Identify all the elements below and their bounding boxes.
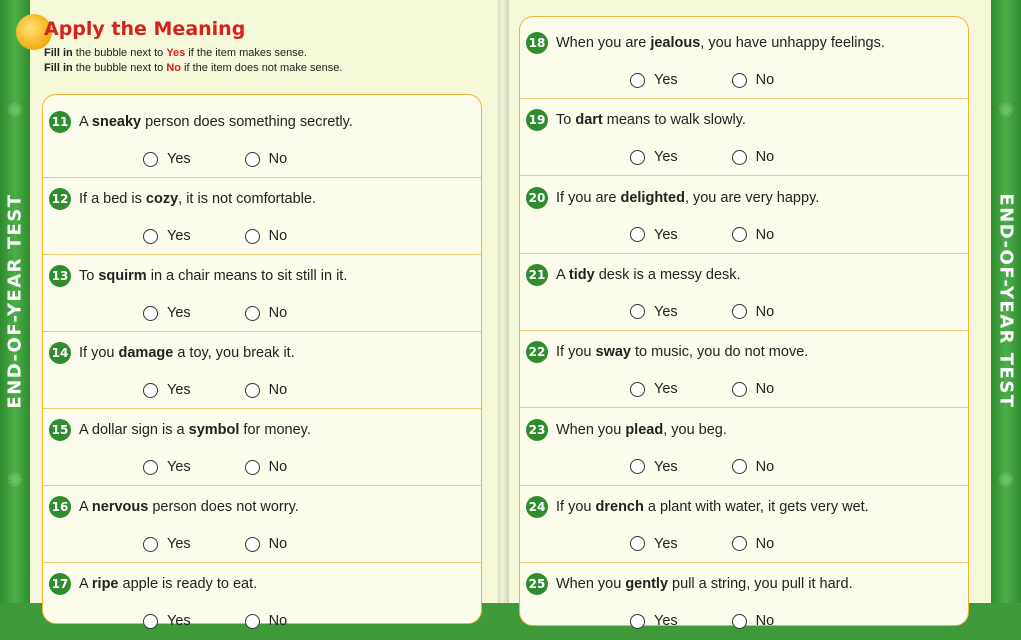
instruction-text: if the item does not make sense.: [180, 62, 343, 74]
yes-label: Yes: [654, 613, 678, 630]
yes-option[interactable]: [630, 149, 678, 165]
question-text: [556, 344, 808, 360]
yes-option[interactable]: [630, 536, 678, 552]
yes-option[interactable]: [143, 613, 191, 629]
yes-label: Yes: [167, 305, 191, 321]
yes-option[interactable]: [630, 72, 678, 88]
no-option[interactable]: [732, 381, 775, 397]
no-option[interactable]: [245, 459, 288, 475]
no-bubble[interactable]: [732, 150, 747, 165]
vocabulary-word: dart: [575, 112, 603, 129]
no-label: No: [755, 72, 775, 88]
no-bubble[interactable]: [732, 304, 747, 319]
yes-label: Yes: [654, 226, 678, 243]
no-bubble[interactable]: [732, 227, 747, 242]
instruction-line: [44, 62, 342, 74]
yes-option[interactable]: [143, 459, 191, 475]
question-item: [520, 177, 968, 254]
yes-label: Yes: [167, 382, 191, 398]
question-item: [43, 178, 481, 255]
vocabulary-word: ripe: [91, 576, 119, 592]
section-header: [30, 12, 498, 92]
question-text-after: , you have unhappy feelings.: [700, 35, 885, 51]
question-text: [79, 191, 316, 207]
yes-bubble[interactable]: [630, 150, 645, 165]
answer-options: [630, 457, 828, 477]
vocabulary-word: drench: [595, 498, 644, 515]
yes-option[interactable]: [143, 228, 191, 244]
vocabulary-word: cozy: [145, 191, 179, 207]
instruction-choice: Yes: [166, 47, 186, 59]
section-title: Apply the Meaning: [44, 18, 246, 40]
question-row: [49, 342, 295, 364]
yes-label: Yes: [167, 151, 191, 167]
no-bubble[interactable]: [732, 382, 747, 397]
yes-bubble[interactable]: [143, 537, 158, 552]
question-item: [43, 332, 481, 409]
question-item: [43, 563, 481, 640]
instruction-text: if the item makes sense.: [185, 47, 307, 59]
instruction-text: the bubble next to: [72, 62, 167, 74]
question-number: 21: [526, 264, 548, 286]
question-number: 17: [49, 573, 71, 595]
instruction-choice: No: [166, 62, 181, 74]
answer-options: [630, 534, 828, 554]
vocabulary-word: sneaky: [91, 114, 142, 130]
vocabulary-word: damage: [118, 345, 174, 361]
question-item: [520, 22, 968, 99]
question-row: [526, 109, 746, 131]
yes-label: Yes: [654, 535, 678, 552]
no-option[interactable]: [732, 227, 775, 243]
yes-label: Yes: [654, 72, 678, 88]
answer-options: [630, 147, 828, 167]
question-text-after: a toy, you break it.: [173, 345, 295, 361]
question-text-before: If you: [556, 344, 596, 361]
no-label: No: [755, 226, 775, 243]
question-panel: [42, 94, 482, 629]
answer-options: [143, 457, 341, 477]
no-option[interactable]: [732, 304, 775, 320]
no-option[interactable]: [245, 613, 288, 629]
question-text-after: desk is a messy desk.: [594, 266, 741, 283]
question-text-after: apple is ready to eat.: [118, 576, 258, 592]
star-icon: ✺: [6, 100, 24, 122]
yes-option[interactable]: [143, 536, 191, 552]
star-icon: ✺: [997, 470, 1015, 492]
question-row: [49, 188, 316, 210]
yes-label: Yes: [654, 458, 678, 475]
yes-bubble[interactable]: [143, 614, 158, 629]
question-row: [526, 496, 869, 518]
vocabulary-word: delighted: [620, 189, 685, 206]
yes-bubble[interactable]: [143, 383, 158, 398]
vocabulary-word: jealous: [650, 35, 701, 51]
yes-label: Yes: [167, 459, 191, 475]
left-page: [30, 0, 498, 629]
answer-options: [143, 534, 341, 554]
question-number: 23: [526, 419, 548, 441]
no-bubble[interactable]: [732, 73, 747, 88]
question-text-before: When you are: [556, 35, 651, 51]
no-bubble[interactable]: [245, 229, 260, 244]
no-bubble[interactable]: [245, 383, 260, 398]
question-text-before: If a bed is: [79, 191, 146, 207]
question-item: [43, 409, 481, 486]
question-row: [49, 496, 299, 518]
question-text-before: When you: [556, 576, 626, 593]
no-label: No: [755, 458, 775, 475]
question-text-before: A: [79, 499, 92, 515]
question-number: 15: [49, 419, 71, 441]
question-number: 20: [526, 187, 548, 209]
yes-option[interactable]: [630, 304, 678, 320]
yes-option[interactable]: [143, 151, 191, 167]
question-item: [43, 255, 481, 332]
yes-label: Yes: [167, 613, 191, 629]
answer-options: [630, 70, 828, 90]
question-item: [43, 486, 481, 563]
question-row: [526, 32, 885, 54]
question-number: 22: [526, 341, 548, 363]
no-option[interactable]: [732, 536, 775, 552]
vocabulary-word: squirm: [98, 268, 147, 284]
question-item: [520, 331, 968, 408]
no-option[interactable]: [732, 72, 775, 88]
no-option[interactable]: [245, 536, 288, 552]
side-tab-label: END-OF-YEAR TEST: [4, 193, 26, 409]
yes-bubble[interactable]: [630, 304, 645, 319]
side-tab-label: END-OF-YEAR TEST: [995, 193, 1017, 409]
no-label: No: [268, 151, 288, 167]
no-bubble[interactable]: [732, 459, 747, 474]
no-bubble[interactable]: [245, 537, 260, 552]
no-bubble[interactable]: [732, 536, 747, 551]
yes-label: Yes: [167, 228, 191, 244]
question-text: [556, 267, 741, 283]
no-bubble[interactable]: [732, 614, 747, 629]
no-option[interactable]: [245, 151, 288, 167]
side-tab-right: [991, 0, 1021, 603]
question-item: [520, 409, 968, 486]
yes-bubble[interactable]: [630, 227, 645, 242]
no-bubble[interactable]: [245, 152, 260, 167]
question-item: [520, 254, 968, 331]
no-bubble[interactable]: [245, 614, 260, 629]
question-text-before: When you: [556, 421, 626, 438]
yes-label: Yes: [654, 149, 678, 166]
question-row: [526, 419, 727, 441]
question-text-after: for money.: [239, 422, 311, 438]
yes-bubble[interactable]: [630, 536, 645, 551]
yes-option[interactable]: [630, 227, 678, 243]
question-item: [43, 101, 481, 178]
yes-option[interactable]: [143, 305, 191, 321]
question-text-after: , you are very happy.: [684, 189, 820, 206]
question-text-before: To: [79, 268, 99, 284]
question-number: 18: [526, 32, 548, 54]
question-text-after: pull a string, you pull it hard.: [668, 576, 853, 593]
star-icon: ✺: [997, 100, 1015, 122]
vocabulary-word: plead: [625, 421, 664, 438]
question-text: [79, 499, 299, 515]
question-text-after: person does something secretly.: [141, 114, 353, 130]
instruction-lead: Fill in: [44, 62, 73, 74]
vocabulary-word: nervous: [91, 499, 149, 515]
right-page: [509, 0, 991, 630]
question-item: [520, 563, 968, 640]
question-number: 24: [526, 496, 548, 518]
no-option[interactable]: [732, 459, 775, 475]
yes-option[interactable]: [630, 381, 678, 397]
no-option[interactable]: [245, 228, 288, 244]
answer-options: [630, 225, 828, 245]
vocabulary-word: tidy: [568, 266, 595, 283]
question-row: [526, 264, 741, 286]
no-bubble[interactable]: [245, 460, 260, 475]
question-text: [556, 112, 746, 128]
no-label: No: [755, 381, 775, 398]
question-text: [556, 499, 869, 515]
vocabulary-word: symbol: [188, 422, 240, 438]
question-number: 11: [49, 111, 71, 133]
no-label: No: [268, 228, 288, 244]
side-tab-left: [0, 0, 30, 603]
answer-options: [630, 379, 828, 399]
question-number: 16: [49, 496, 71, 518]
answer-options: [143, 380, 341, 400]
question-row: [49, 265, 347, 287]
yes-option[interactable]: [630, 459, 678, 475]
question-text: [556, 35, 885, 51]
question-text-before: To: [556, 112, 576, 129]
no-label: No: [268, 382, 288, 398]
no-label: No: [268, 459, 288, 475]
yes-label: Yes: [654, 381, 678, 398]
star-icon: ✺: [6, 470, 24, 492]
question-text: [79, 345, 295, 361]
question-text-before: A dollar sign is a: [79, 422, 189, 438]
vocabulary-word: gently: [625, 576, 669, 593]
question-panel: [519, 16, 969, 630]
no-label: No: [755, 149, 775, 166]
yes-bubble[interactable]: [143, 229, 158, 244]
yes-bubble[interactable]: [630, 73, 645, 88]
answer-options: [630, 302, 828, 322]
question-text-before: A: [79, 114, 92, 130]
no-label: No: [268, 536, 288, 552]
question-row: [49, 111, 353, 133]
no-bubble[interactable]: [245, 306, 260, 321]
question-number: 25: [526, 573, 548, 595]
answer-options: [143, 303, 341, 323]
no-option[interactable]: [245, 382, 288, 398]
instruction-text: the bubble next to: [72, 47, 167, 59]
question-number: 13: [49, 265, 71, 287]
question-item: [520, 486, 968, 563]
question-number: 12: [49, 188, 71, 210]
question-text-after: , you beg.: [663, 421, 727, 438]
no-label: No: [755, 613, 775, 630]
question-text-after: means to walk slowly.: [602, 112, 746, 129]
vocabulary-word: sway: [595, 344, 631, 361]
question-row: [49, 419, 311, 441]
question-text-after: a plant with water, it gets very wet.: [643, 498, 869, 515]
question-text-after: to music, you do not move.: [630, 344, 809, 361]
yes-bubble[interactable]: [630, 459, 645, 474]
question-text-before: A: [556, 266, 569, 283]
question-item: [520, 99, 968, 176]
question-text-before: If you: [556, 498, 596, 515]
answer-options: [143, 226, 341, 246]
question-text: [79, 576, 257, 592]
no-label: No: [755, 303, 775, 320]
no-label: No: [268, 305, 288, 321]
question-text: [556, 190, 819, 206]
answer-options: [630, 611, 828, 631]
question-text-before: A: [79, 576, 92, 592]
question-text-after: , it is not comfortable.: [178, 191, 316, 207]
instruction-line: [44, 47, 307, 59]
question-text: [79, 114, 353, 130]
question-text: [79, 268, 347, 284]
question-text-before: If you: [79, 345, 119, 361]
no-label: No: [268, 613, 288, 629]
yes-option[interactable]: [143, 382, 191, 398]
question-row: [49, 573, 257, 595]
yes-label: Yes: [167, 536, 191, 552]
yes-bubble[interactable]: [143, 306, 158, 321]
question-row: [526, 187, 819, 209]
yes-bubble[interactable]: [143, 152, 158, 167]
question-text: [79, 422, 311, 438]
no-option[interactable]: [732, 613, 775, 629]
yes-option[interactable]: [630, 613, 678, 629]
answer-options: [143, 149, 341, 169]
instruction-lead: Fill in: [44, 47, 73, 59]
question-text-before: If you are: [556, 189, 621, 206]
answer-options: [143, 611, 341, 631]
question-text-after: in a chair means to sit still in it.: [146, 268, 348, 284]
question-text: [556, 576, 853, 592]
yes-bubble[interactable]: [143, 460, 158, 475]
no-label: No: [755, 535, 775, 552]
yes-bubble[interactable]: [630, 382, 645, 397]
question-row: [526, 341, 808, 363]
question-text: [556, 422, 727, 438]
no-option[interactable]: [245, 305, 288, 321]
no-option[interactable]: [732, 149, 775, 165]
question-number: 19: [526, 109, 548, 131]
page-gutter: [498, 0, 509, 603]
question-text-after: person does not worry.: [148, 499, 299, 515]
question-row: [526, 573, 853, 595]
yes-label: Yes: [654, 303, 678, 320]
question-number: 14: [49, 342, 71, 364]
yes-bubble[interactable]: [630, 614, 645, 629]
